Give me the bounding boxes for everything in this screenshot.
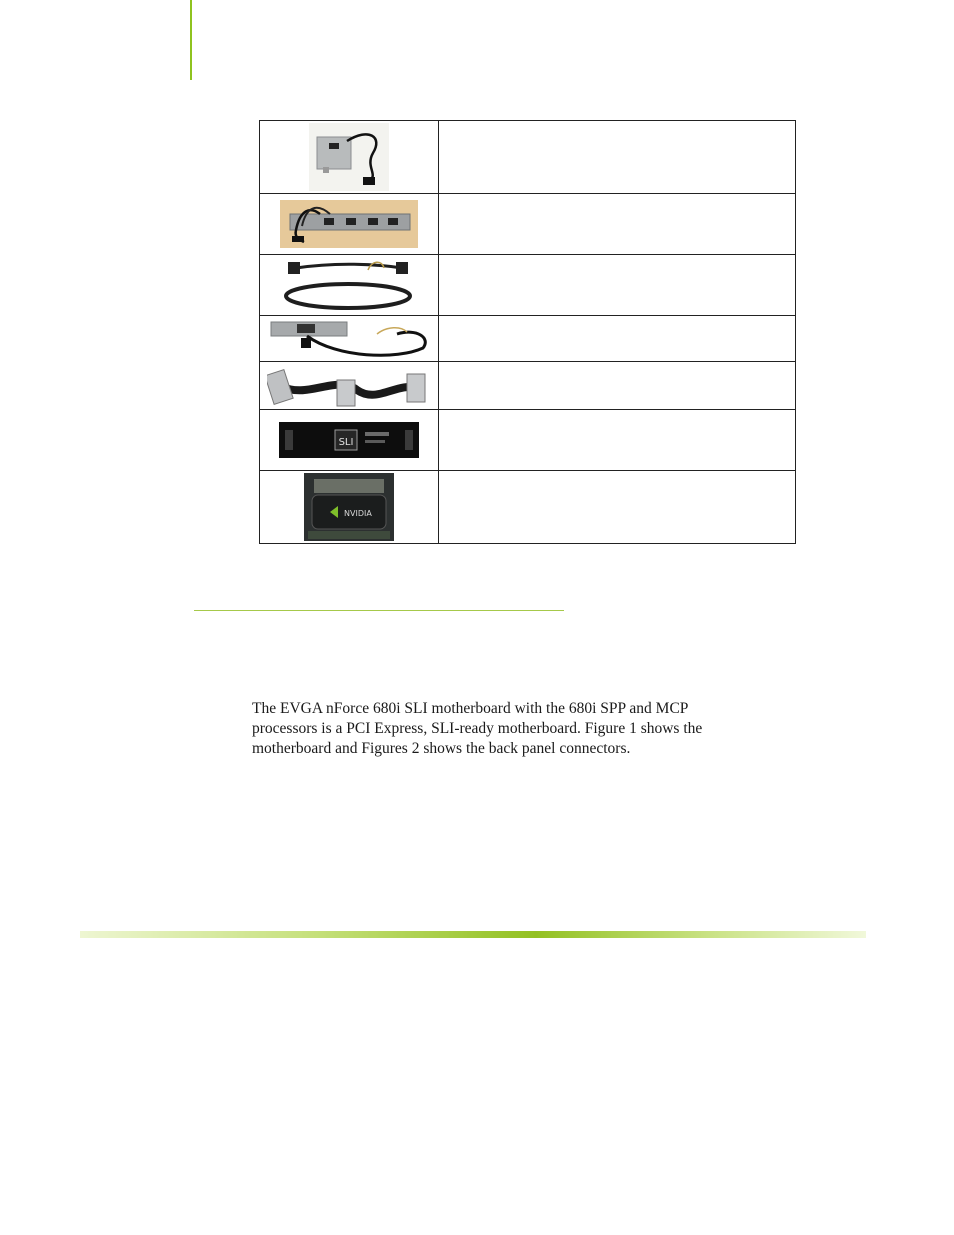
footer-gradient-bar [80,931,866,938]
table-row [260,194,796,255]
section-heading-rule [194,610,564,611]
table-row [260,471,796,544]
svg-text:SLI: SLI [338,437,354,448]
nvidia-fan-heatsink-photo-icon [304,473,394,541]
usb-bracket-cable-photo-icon [309,123,389,191]
ide-ribbon-cable-photo-icon [267,364,431,408]
header-accent-rule [190,0,192,80]
sata-cable-photo-icon [276,256,422,314]
table-row [260,362,796,410]
table-row [260,316,796,362]
table-row [260,255,796,316]
usb-four-port-bracket-photo-icon [280,200,418,248]
svg-text:NVIDIA: NVIDIA [344,509,372,518]
table-row [260,121,796,194]
sli-bridge-photo-icon [279,422,419,458]
intro-paragraph: The EVGA nForce 680i SLI motherboard with the 680i SPP and MCP processors is a PCI Express, SLI-ready motherboard. Figure 1 shows the motherboard and Figures 2 shows the back panel connectors. [252,700,703,757]
serial-port-bracket-photo-icon [267,318,431,360]
table-row [260,410,796,471]
accessory-table [259,120,796,544]
